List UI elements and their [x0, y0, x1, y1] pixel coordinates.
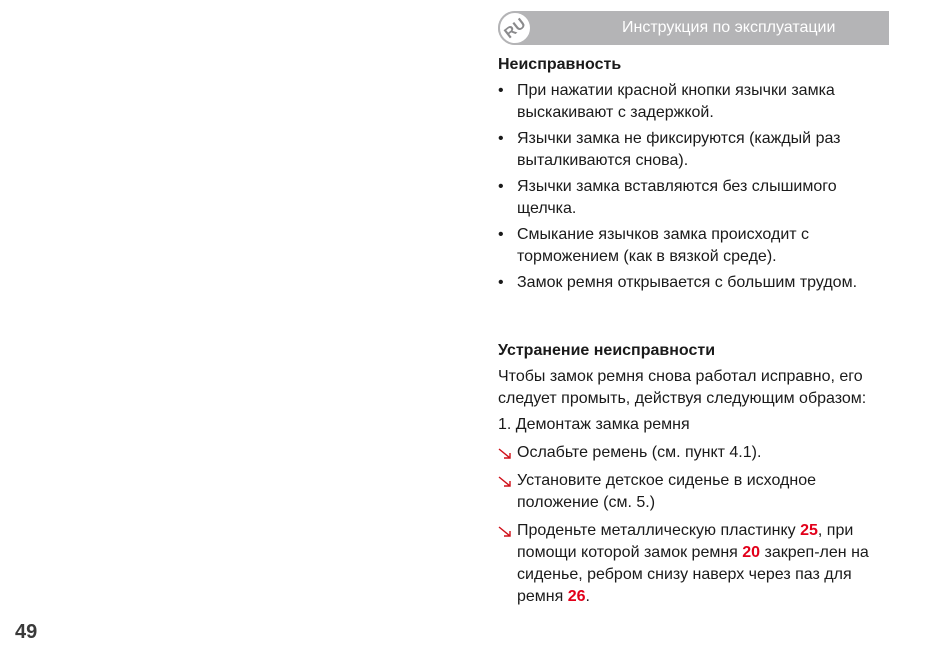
bullet-dot: •: [498, 130, 504, 147]
fault-heading: Неисправность: [498, 56, 622, 73]
action-item: Проденьте металлическую пластинку 25, при помощи которой замок ремня 20 закреп-лен на сиденье, ребром снизу наверх через паз для ремня 26.: [498, 520, 898, 608]
fault-item: • Язычки замка не фиксируются (каждый раз выталкиваются снова).: [498, 130, 841, 169]
fault-item: • При нажатии красной кнопки язычки замка выскакивают с задержкой.: [498, 82, 835, 121]
bullet-dot: •: [498, 82, 504, 99]
part-number: 25: [800, 522, 818, 539]
fault-item: • Замок ремня открывается с большим трудом.: [498, 272, 898, 294]
bullet-dot: •: [498, 274, 504, 291]
content-column: [498, 54, 898, 614]
fix-heading: Устранение неисправности: [498, 342, 716, 359]
bullet-dot: •: [498, 178, 504, 195]
language-badge: [498, 11, 532, 45]
fix-intro: Чтобы замок ремня снова работал исправно, его следует промыть, действуя следующим образом:: [498, 368, 867, 407]
fault-item: • Язычки замка вставляются без слышимого щелчка.: [498, 178, 837, 217]
action-item: Установите детское сиденье в исходное положение (см. 5.): [498, 470, 898, 514]
part-number: 20: [742, 544, 761, 561]
language-code: RU: [500, 14, 530, 42]
fault-item: • Смыкание язычков замка происходит с торможением (как в вязкой среде).: [498, 226, 810, 265]
action-item: Ослабьте ремень (см. пункт 4.1).: [498, 442, 898, 464]
action-arrow-icon: [498, 526, 513, 538]
action-list: [498, 442, 898, 608]
action-arrow-icon: [498, 448, 513, 460]
fault-list: [498, 80, 898, 294]
part-number: 26: [567, 588, 586, 605]
bullet-dot: •: [498, 226, 504, 243]
action-arrow-icon: [498, 476, 513, 488]
header-title: Инструкция по эксплуатации: [622, 19, 836, 36]
step-label: 1. Демонтаж замка ремня: [498, 416, 690, 433]
header-bar: [498, 11, 889, 45]
page-number: 49: [15, 621, 38, 643]
